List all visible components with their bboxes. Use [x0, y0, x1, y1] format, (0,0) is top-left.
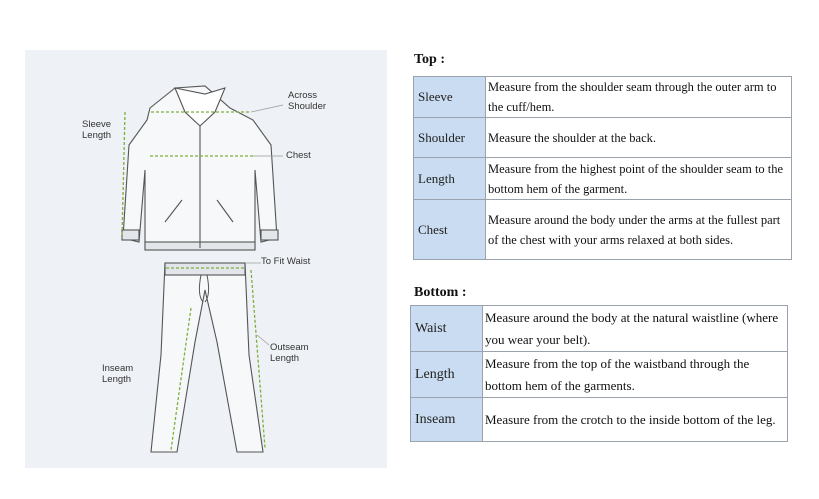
- row-name: Waist: [411, 306, 483, 352]
- leader-shoulder: [251, 105, 283, 112]
- leader-outseam: [257, 335, 269, 345]
- table-row: [414, 200, 792, 260]
- row-name: Sleeve: [414, 77, 486, 118]
- row-desc: Measure around the body at the natural waistline (where you wear your belt).: [483, 306, 788, 352]
- garment-illustration: [25, 50, 387, 468]
- right-cuff: [261, 230, 278, 240]
- label-outseam-length: Outseam Length: [270, 342, 309, 364]
- row-name: Length: [411, 352, 483, 398]
- row-name: Chest: [414, 200, 486, 260]
- row-desc: Measure from the highest point of the shoulder seam to the bottom hem of the garment.: [486, 158, 792, 200]
- left-cuff: [122, 230, 139, 240]
- row-name: Shoulder: [414, 118, 486, 158]
- top-heading: Top :: [414, 52, 446, 67]
- table-row: [414, 77, 792, 118]
- label-to-fit-waist: To Fit Waist: [261, 256, 311, 267]
- top-measure-table: [413, 76, 792, 260]
- pants-outline: [151, 263, 263, 452]
- table-row: [411, 398, 788, 442]
- table-row: [414, 158, 792, 200]
- row-desc: Measure the shoulder at the back.: [486, 118, 792, 158]
- label-inseam-length: Inseam Length: [102, 363, 134, 385]
- row-desc: Measure from the shoulder seam through the outer arm to the cuff/hem.: [486, 77, 792, 118]
- bottom-measure-table: [410, 305, 788, 442]
- row-name: Length: [414, 158, 486, 200]
- garment-drawing: [25, 50, 387, 468]
- table-row: [414, 118, 792, 158]
- row-name: Inseam: [411, 398, 483, 442]
- row-desc: Measure around the body under the arms at the fullest part of the chest with your arms relaxed at both sides.: [486, 200, 792, 260]
- label-chest: Chest: [286, 150, 311, 161]
- row-desc: Measure from the top of the waistband through the bottom hem of the garments.: [483, 352, 788, 398]
- label-across-shoulder: Across Shoulder: [288, 90, 327, 112]
- pants-waistband: [165, 263, 245, 275]
- row-desc: Measure from the crotch to the inside bottom of the leg.: [483, 398, 788, 442]
- bottom-heading: Bottom :: [414, 285, 467, 300]
- table-row: [411, 306, 788, 352]
- table-row: [411, 352, 788, 398]
- label-sleeve-length: Sleeve Length: [82, 119, 112, 141]
